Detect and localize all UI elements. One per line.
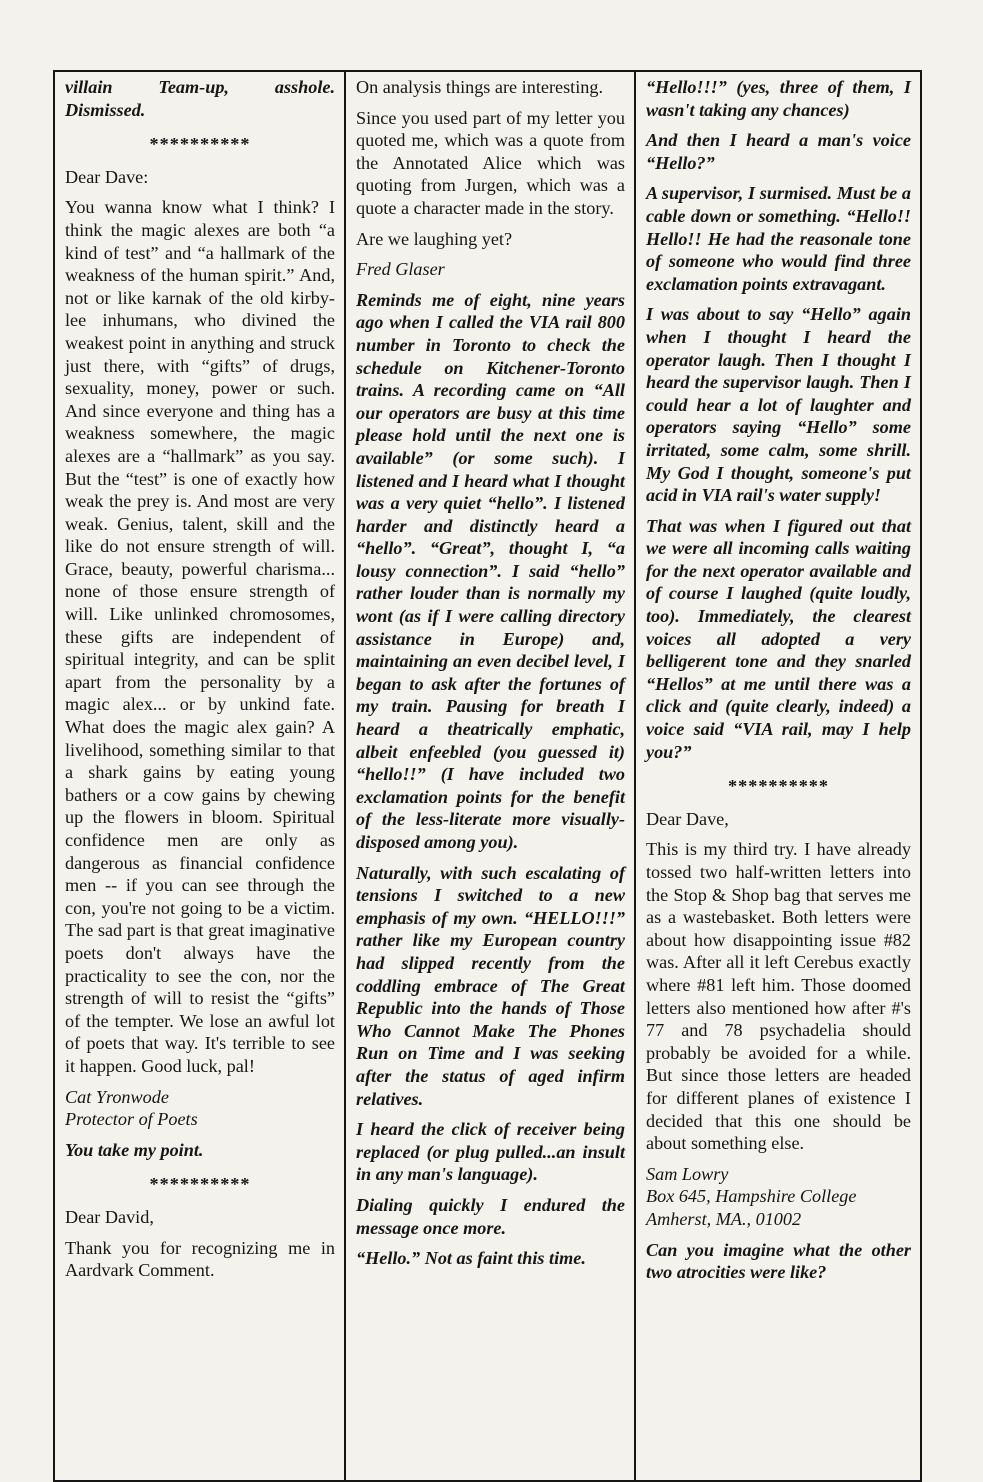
signature-city: Amherst, MA., 01002 <box>646 1208 802 1229</box>
letter-body: Are we laughing yet? <box>356 228 513 249</box>
editor-reply: And then I heard a man's voice “Hello?” <box>646 130 911 173</box>
letter-body: You wanna know what I think? I think the magic alexes are both “a kind of test” and “a hallmark of the weakness of the human spirit.” And, not or like karnak of the old kirby-lee inhumans, who divined the weakest point in anything and struck just there, with “gifts” of drugs, sexuality, money, power or such. And since everyone and thing has a weakness somewhere, the magic alexes are a “hallmark” as you say. But the “test” is one of exactly how weak the prey is. And most are very weak. Genius, talent, skill and the like do not ensure strength of will. Grace, beauty, powerful charisma... none of those ensure strength of will. Like unlinked chromosomes, these gifts are independent of spiritual integrity, and can be split apart from the personality by a magic alex... or by unkind fate. What does the magic alex gain? A livelihood, something similar to that a shark gains by eating young bathers or a cow gains by chewing up the flowers in bloom. Spiritual confidence men are only as dangerous as financial confidence men -- if you can see through the con, you're not going to be a victim. The sad part is that great imaginative poets don't always have the practicality to see the con, nor the strength of will to resist the “gifts” of the tempter. We lose an awful lot of poets that way. It's terrible to see it happen. Good luck, pal! <box>65 197 335 1076</box>
editor-reply: That was when I figured out that we were all incoming calls waiting for the next operator available and of course I laughed (quite loudly, too). Immediately, the clearest voices all adopted a very belligerent tone and they snarled “Hellos” at me until there was a click and (quite clearly, indeed) a voice said “VIA rail, may I help you?” <box>646 515 911 762</box>
column-1 <box>55 72 346 1480</box>
signature-title: Protector of Poets <box>65 1109 198 1130</box>
signature-address: Box 645, Hampshire College <box>646 1186 857 1207</box>
letters-frame <box>53 70 922 1482</box>
editor-reply: A supervisor, I surmised. Must be a cable down or something. “Hello!! Hello!! He had the reasonale tone of someone who would find three exclamation points extravagant. <box>646 183 911 294</box>
editor-reply: villain Team-up, asshole. Dismissed. <box>65 77 335 120</box>
salutation: Dear Dave: <box>65 166 149 187</box>
letter-body: This is my third try. I have already tossed two half-written letters into the Stop & Shop bag that serves me as a wastebasket. Both letters were about how disappointing issue #82 was. After all it left Cerebus exactly where #81 left him. Those doomed letters also mentioned how after #'s 77 and 78 psychadelia should probably be avoided for a while. But since those letters are headed for different planes of existence I decided that this one should be about something else. <box>646 839 911 1154</box>
letter-body: On analysis things are interesting. <box>356 77 603 97</box>
editor-reply: Dialing quickly I endured the message once more. <box>356 1194 625 1238</box>
editor-reply: I was about to say “Hello” again when I thought I heard the operator laugh. Then I thought I heard the supervisor laugh. Then I could hear a lot of laughter and operators saying “Hello” some irritated, some calm, some shrill. My God I thought, someone's put acid in VIA rail's water supply! <box>646 304 911 506</box>
column-2 <box>346 72 636 1480</box>
editor-reply: You take my point. <box>65 1139 204 1160</box>
separator: ********** <box>728 776 829 797</box>
signature-name: Fred Glaser <box>356 259 445 280</box>
separator: ********** <box>149 134 251 155</box>
signature-name: Sam Lowry <box>646 1163 729 1184</box>
editor-reply: “Hello!!!” (yes, three of them, I wasn't taking any chances) <box>646 77 911 120</box>
salutation: Dear David, <box>65 1206 154 1227</box>
editor-reply: “Hello.” Not as faint this time. <box>356 1248 586 1269</box>
letter-body: Thank you for recognizing me in Aardvark Comment. <box>65 1237 335 1281</box>
separator: ********** <box>149 1174 251 1195</box>
letter-body: Since you used part of my letter you quoted me, which was a quote from the Annotated Alice which was quoting from Jurgen, which was a quote a character made in the story. <box>356 107 625 218</box>
editor-reply: Naturally, with such escalating of tensions I switched to a new emphasis of my own. “HELLO!!!” rather like my European country had slipped recently from the coddling embrace of The Great Republic into the hands of Those Who Cannot Make The Phones Run on Time and I was seeking after the status of aged infirm relatives. <box>356 862 625 1109</box>
editor-reply: Can you imagine what the other two atrocities were like? <box>646 1239 911 1283</box>
column-3 <box>636 72 920 1480</box>
editor-reply: I heard the click of receiver being replaced (or plug pulled...an insult in any man's language). <box>356 1119 625 1185</box>
editor-reply: Reminds me of eight, nine years ago when I called the VIA rail 800 number in Toronto to check the schedule on Kitchener-Toronto trains. A recording came on “All our operators are busy at this time please hold until the next one is available” (or some such). I listened and I heard what I thought was a very quiet “hello”. I listened harder and distinctly heard a “hello”. “Great”, thought I, “a lousy connection”. I said “hello” rather louder than is normally my wont (as if I were calling directory assistance in Europe) and, maintaining an even decibel level, I began to ask after the fortunes of my train. Pausing for breath I heard a theatrically emphatic, albeit enfeebled (you guessed it) “hello!!” (I have included two exclamation points for the benefit of the less-literate more visually-disposed among you). <box>356 289 625 852</box>
signature-name: Cat Yronwode <box>65 1086 169 1107</box>
salutation: Dear Dave, <box>646 808 729 829</box>
